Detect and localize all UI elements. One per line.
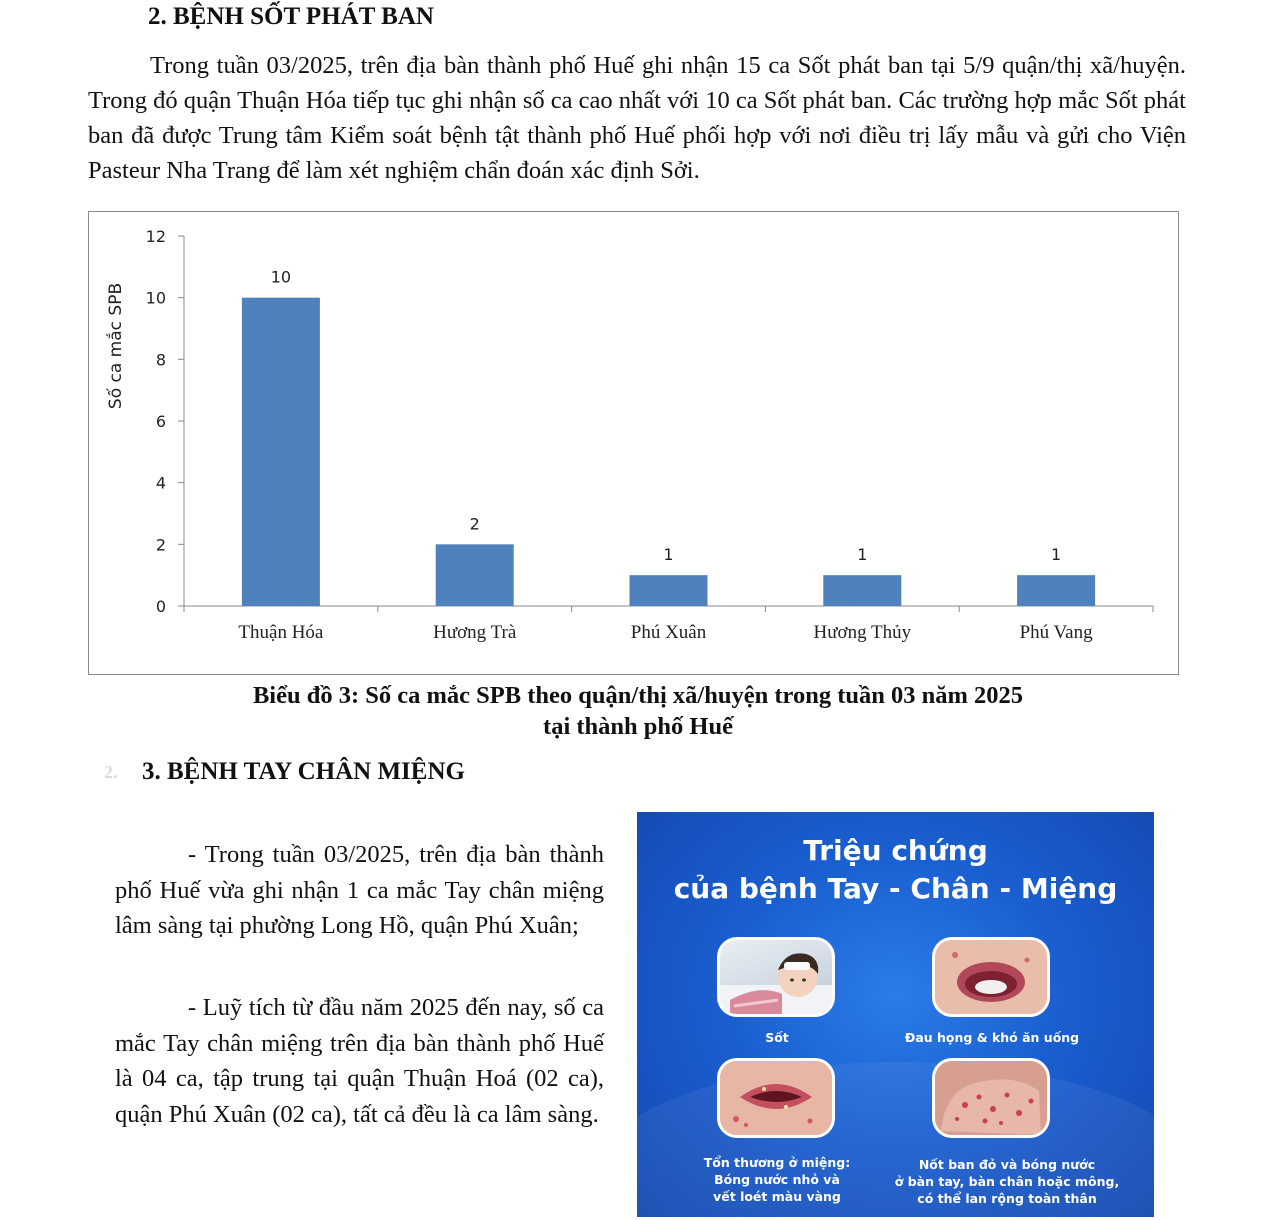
- poster-title-line-2: của bệnh Tay - Chân - Miệng: [673, 872, 1118, 905]
- bar-2: [436, 544, 514, 606]
- caption-line-2: tại thành phố Huế: [543, 713, 733, 740]
- bar-4: [823, 575, 901, 606]
- y-tick-label: 0: [155, 597, 166, 616]
- caption-line-1: Biểu đồ 3: Số ca mắc SPB theo quận/thị xã/huyện trong tuần 03 năm 2025: [252, 682, 1024, 709]
- bar-chart: [89, 212, 1178, 674]
- section-2-heading: 2. BỆNH SỐT PHÁT BAN: [148, 3, 434, 30]
- y-axis-title: Số ca mắc SPB: [106, 282, 126, 410]
- symptom-label-sore-throat: Đau họng & khó ăn uống: [904, 1030, 1080, 1045]
- x-category-label: Thuận Hóa: [238, 622, 324, 643]
- poster-title-line-1: Triệu chứng: [803, 834, 988, 867]
- lip-lesion-photo: [717, 1058, 835, 1138]
- x-category-label: Hương Trà: [433, 622, 517, 643]
- x-category-label: Phú Vang: [1019, 622, 1093, 643]
- x-category-label: Hương Thủy: [813, 622, 912, 643]
- data-label: 1: [663, 545, 674, 565]
- y-tick-label: 12: [145, 227, 166, 246]
- symptom-label-fever: Sốt: [765, 1030, 789, 1045]
- chart-caption: [88, 680, 1188, 742]
- list-number-marker: 2.: [104, 762, 118, 782]
- section-3-paragraph-2: - Luỹ tích từ đầu năm 2025 đến nay, số ca mắc Tay chân miệng trên địa bàn thành phố Huế là 04 ca, tập trung tại quận Thuận Hoá (02 ca), quận Phú Xuân (02 ca), tất cả đều là ca lâm sàng.: [115, 994, 604, 1128]
- section-3-paragraph-1: - Trong tuần 03/2025, trên địa bàn thành phố Huế vừa ghi nhận 1 ca mắc Tay chân miệng lâm sàng tại phường Long Hồ, quận Phú Xuân;: [115, 841, 604, 939]
- data-label: 1: [1051, 545, 1062, 565]
- symptom-label-mouth-lesion: Tổn thương ở miệng: Bóng nước nhỏ và vết loét màu vàng: [703, 1155, 851, 1204]
- symptom-poster: [637, 812, 1154, 1217]
- section-2-paragraph: Trong tuần 03/2025, trên địa bàn thành phố Huế ghi nhận 15 ca Sốt phát ban tại 5/9 quận/thị xã/huyện. Trong đó quận Thuận Hóa tiếp tục ghi nhận số ca cao nhất với 10 ca Sốt phát ban. Các trường hợp mắc Sốt phát ban đã được Trung tâm Kiểm soát bệnh tật thành phố Huế phối hợp với nơi điều trị lấy mẫu và gửi cho Viện Pasteur Nha Trang để làm xét nghiệm chẩn đoán xác định Sởi.: [88, 52, 1186, 184]
- x-category-label: Phú Xuân: [630, 622, 707, 643]
- data-label: 10: [270, 267, 292, 287]
- bar-5: [1017, 575, 1095, 606]
- y-tick-label: 10: [145, 288, 166, 308]
- sick-child-photo: [717, 937, 835, 1017]
- symptom-label-rash: Nốt ban đỏ và bóng nước ở bàn tay, bàn chân hoặc mông, có thể lan rộng toàn thân: [894, 1157, 1120, 1206]
- y-tick-label: 6: [155, 412, 166, 431]
- bar-1: [242, 298, 320, 606]
- section-3-heading: 3. BỆNH TAY CHÂN MIỆNG: [142, 758, 465, 785]
- mouth-ulcer-photo: [932, 937, 1050, 1017]
- y-tick-label: 8: [155, 350, 166, 370]
- data-label: 2: [469, 514, 480, 534]
- chart-frame: [88, 211, 1179, 675]
- y-tick-label: 2: [155, 535, 166, 555]
- y-tick-label: 4: [155, 473, 166, 493]
- foot-rash-photo: [932, 1058, 1050, 1138]
- bar-3: [630, 575, 708, 606]
- data-label: 1: [857, 545, 868, 565]
